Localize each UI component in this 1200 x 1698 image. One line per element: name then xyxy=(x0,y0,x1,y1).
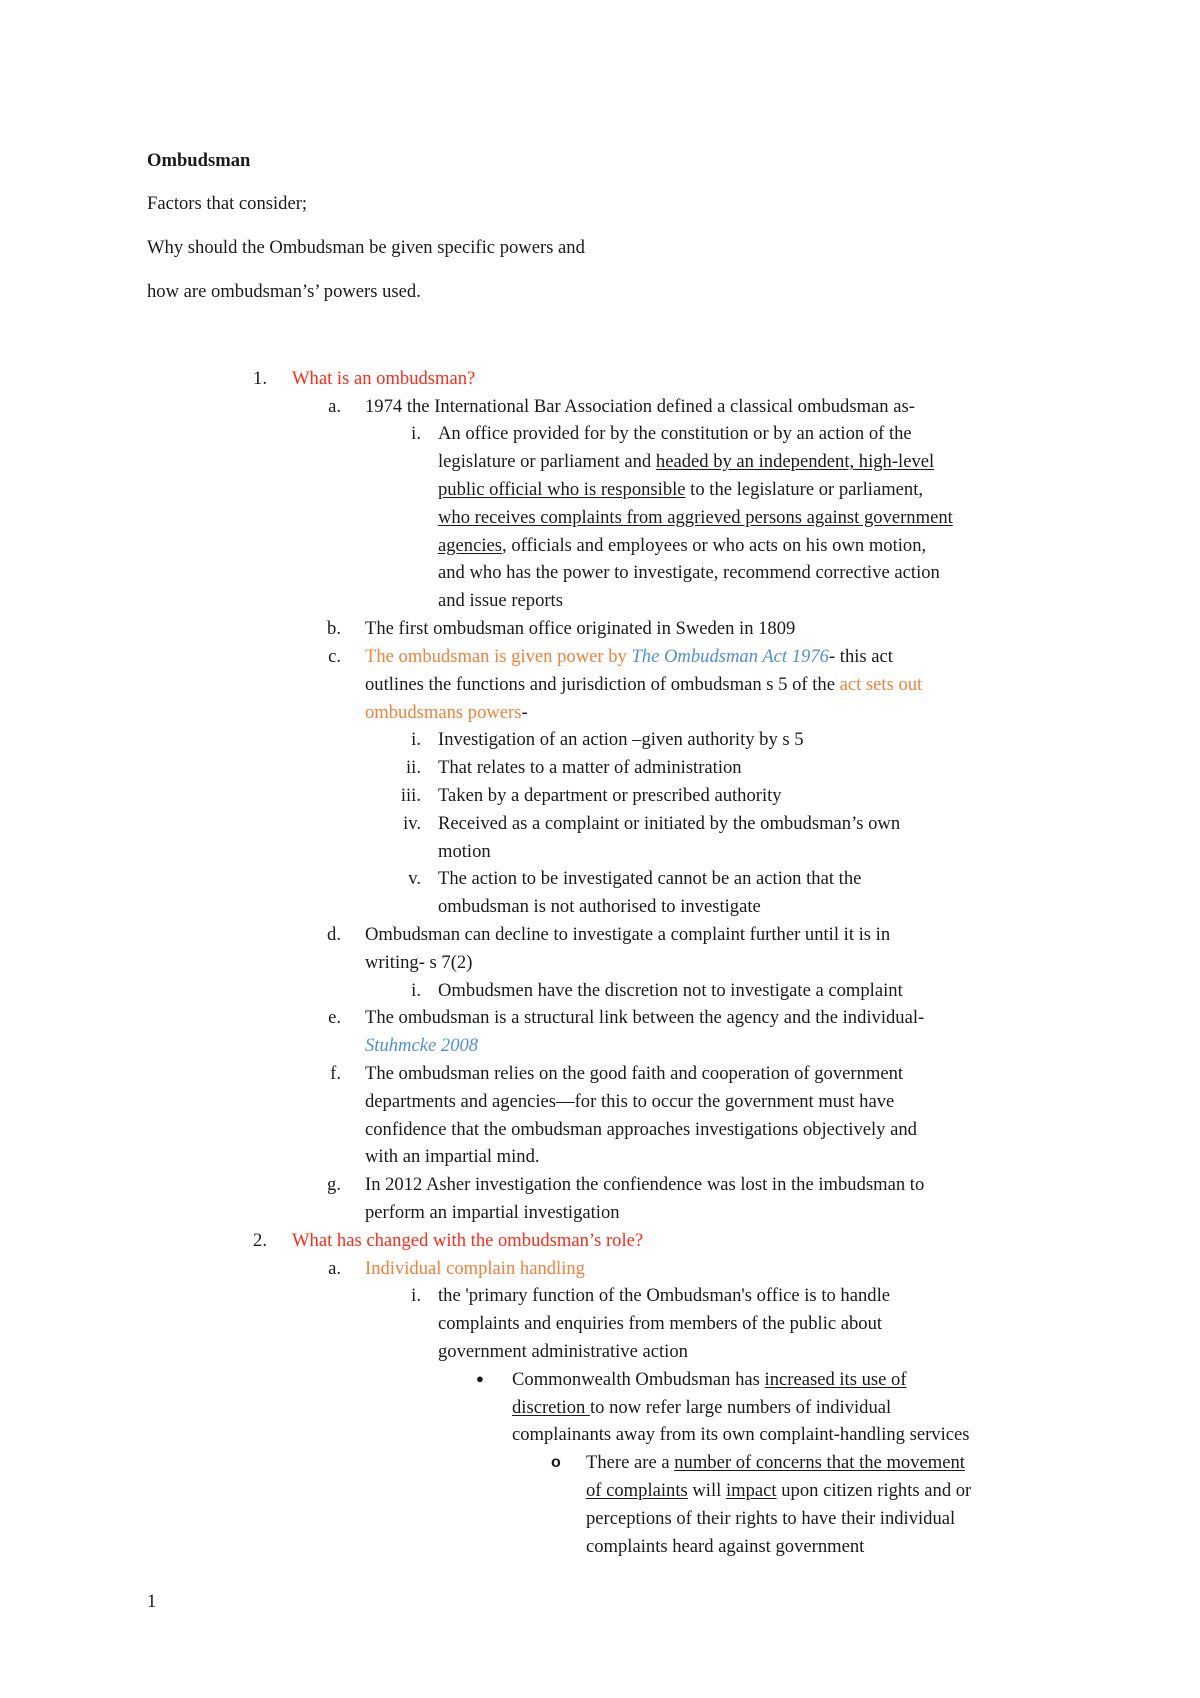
list-item: Taken by a department or prescribed authority xyxy=(438,785,782,806)
underlined-text: of complaints xyxy=(586,1480,688,1501)
list-item-line: confidence that the ombudsman approaches investigations objectively and xyxy=(365,1119,917,1140)
list-item-line: and who has the power to investigate, recommend corrective action xyxy=(438,562,940,583)
list-item-line: perform an impartial investigation xyxy=(365,1202,620,1223)
author-citation: Stuhmcke 2008 xyxy=(365,1035,479,1056)
list-item-line: motion xyxy=(438,841,491,862)
list-item-line xyxy=(512,1397,891,1419)
intro-line: Why should the Ombudsman be given specific powers and xyxy=(147,237,585,258)
list-marker: g. xyxy=(327,1174,341,1195)
list-item-line: writing- s 7(2) xyxy=(365,952,473,973)
underlined-text: increased its use of xyxy=(764,1369,907,1390)
text: upon citizen rights and or xyxy=(776,1480,972,1501)
underlined-text: who receives complaints from aggrieved persons against government xyxy=(438,507,953,528)
list-item-line: perceptions of their rights to have their individual xyxy=(586,1508,956,1529)
intro-line: how are ombudsman’s’ powers used. xyxy=(147,281,421,302)
list-item-line: complainants away from its own complaint-handling services xyxy=(512,1424,970,1445)
act-citation: The Ombudsman Act 1976 xyxy=(631,646,829,667)
intro-line: Factors that consider; xyxy=(147,193,308,214)
list-item: the 'primary function of the Ombudsman's office is to handle xyxy=(438,1285,890,1306)
text: - this act xyxy=(828,646,893,667)
list-item-line xyxy=(512,1369,907,1391)
list-marker: f. xyxy=(330,1063,341,1084)
list-marker: i. xyxy=(411,1285,421,1306)
list-marker: iv. xyxy=(403,813,421,834)
list-item-line xyxy=(438,451,934,473)
text: , officials and employees or who acts on his own motion, xyxy=(502,535,927,556)
list-item-line xyxy=(365,674,922,696)
list-item-line: government administrative action xyxy=(438,1341,688,1362)
bullet-icon: ● xyxy=(476,1371,484,1386)
list-item-line: complaints and enquiries from members of the public about xyxy=(438,1313,883,1334)
list-item: Ombudsman can decline to investigate a complaint further until it is in xyxy=(365,924,891,945)
list-marker: iii. xyxy=(400,785,421,806)
list-item: Investigation of an action –given authority by s 5 xyxy=(438,729,804,750)
circle-bullet-icon: o xyxy=(551,1454,561,1471)
list-item-line xyxy=(586,1452,965,1474)
list-marker: a. xyxy=(328,396,341,417)
list-number: 2. xyxy=(253,1230,267,1251)
underlined-text: impact xyxy=(725,1480,777,1501)
list-item-line: and issue reports xyxy=(438,590,563,611)
list-item: Received as a complaint or initiated by the ombudsman’s own xyxy=(438,813,901,834)
text: - xyxy=(521,702,528,723)
list-item-line xyxy=(365,702,528,724)
list-item-line: An office provided for by the constitution or by an action of the xyxy=(438,423,912,444)
list-item: 1974 the International Bar Association defined a classical ombudsman as- xyxy=(365,396,915,417)
text: will xyxy=(687,1480,726,1501)
list-item-line: departments and agencies—for this to occur the government must have xyxy=(365,1091,895,1112)
list-item-line: ombudsman is not authorised to investigate xyxy=(438,896,761,917)
list-marker: e. xyxy=(328,1007,341,1028)
highlight-text: act sets out xyxy=(839,674,923,695)
list-item: The ombudsman relies on the good faith and cooperation of government xyxy=(365,1063,904,1084)
list-marker: b. xyxy=(327,618,341,639)
list-item-line xyxy=(586,1480,971,1502)
highlight-text: The ombudsman is given power by xyxy=(365,646,632,667)
underlined-text: headed by an independent, high-level xyxy=(655,451,935,472)
list-marker: c. xyxy=(328,646,341,667)
text: legislature or parliament and xyxy=(438,451,656,472)
list-item-line xyxy=(438,507,953,529)
list-item: The action to be investigated cannot be an action that the xyxy=(438,868,862,889)
list-number: 1. xyxy=(253,368,267,389)
list-item-line xyxy=(438,535,926,557)
underlined-text: agencies xyxy=(438,535,503,556)
list-item: That relates to a matter of administration xyxy=(438,757,742,778)
list-item: The first ombudsman office originated in Sweden in 1809 xyxy=(365,618,796,639)
section-heading: What is an ombudsman? xyxy=(292,368,476,389)
highlight-text: ombudsmans powers xyxy=(365,702,522,723)
list-item: In 2012 Asher investigation the confiendence was lost in the imbudsman to xyxy=(365,1174,925,1195)
section-heading: What has changed with the ombudsman’s role? xyxy=(292,1230,644,1251)
list-item-line: with an impartial mind. xyxy=(365,1146,540,1167)
page-number: 1 xyxy=(147,1591,157,1612)
underlined-text: discretion xyxy=(512,1397,590,1418)
list-item-line xyxy=(438,479,923,501)
list-marker: i. xyxy=(411,729,421,750)
text: to the legislature or parliament, xyxy=(685,479,924,500)
underlined-text: public official who is responsible xyxy=(438,479,686,500)
text: outlines the functions and jurisdiction of ombudsman s 5 of the xyxy=(365,674,840,695)
list-marker: d. xyxy=(327,924,341,945)
list-item: Ombudsmen have the discretion not to investigate a complaint xyxy=(438,980,903,1001)
list-marker: ii. xyxy=(406,757,421,778)
text: Commonwealth Ombudsman has xyxy=(512,1369,765,1390)
list-marker: i. xyxy=(411,980,421,1001)
list-item: The ombudsman is a structural link between the agency and the individual- xyxy=(365,1007,925,1028)
underlined-text: number of concerns that the movement xyxy=(674,1452,965,1473)
list-item-line: complaints heard against government xyxy=(586,1536,865,1557)
list-marker: i. xyxy=(411,423,421,444)
list-item-line xyxy=(365,646,893,668)
text: to now refer large numbers of individual xyxy=(589,1397,892,1418)
text: There are a xyxy=(586,1452,675,1473)
list-marker: v. xyxy=(408,868,421,889)
document-title: Ombudsman xyxy=(147,150,251,171)
list-marker: a. xyxy=(328,1258,341,1279)
list-item: Individual complain handling xyxy=(365,1258,585,1279)
